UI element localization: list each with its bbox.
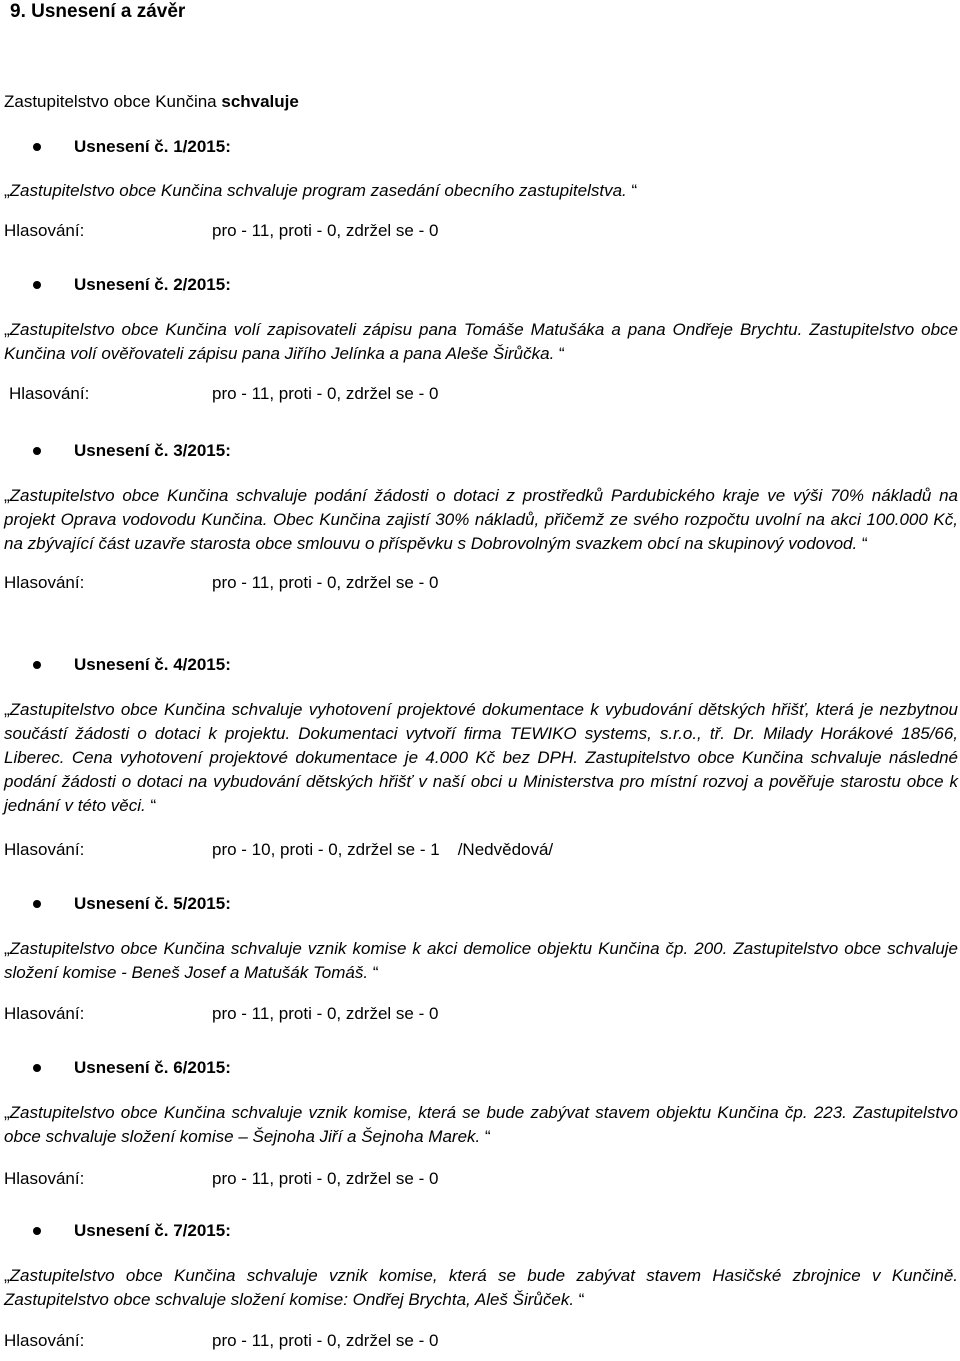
resolution-7 xyxy=(4,1219,958,1353)
bullet-icon xyxy=(33,1064,41,1072)
vote-line xyxy=(4,1002,958,1026)
resolution-title: Usnesení č. 3/2015: xyxy=(74,441,231,460)
vote-result xyxy=(212,1002,438,1026)
resolution-5 xyxy=(4,892,958,1026)
bullet-icon xyxy=(33,900,41,908)
vote-result xyxy=(212,838,553,862)
resolution-body: Zastupitelstvo obce Kunčina schvaluje program zasedání obecního zastupitelstva. xyxy=(9,181,627,200)
resolution-4 xyxy=(4,653,958,862)
close-quote: “ xyxy=(574,1290,585,1309)
vote-label: Hlasování: xyxy=(4,1169,85,1188)
resolution-text xyxy=(4,1101,958,1149)
open-quote: „ xyxy=(4,939,10,958)
resolution-1 xyxy=(4,135,958,243)
vote-note: /Nedvědová/ xyxy=(457,840,554,859)
resolution-title: Usnesení č. 4/2015: xyxy=(74,655,231,674)
open-quote: „ xyxy=(4,700,10,719)
bullet-icon xyxy=(33,281,41,289)
resolution-text xyxy=(4,1264,958,1312)
resolution-title: Usnesení č. 5/2015: xyxy=(74,894,231,913)
vote-line xyxy=(4,838,958,862)
intro-line xyxy=(4,90,299,114)
vote-label: Hlasování: xyxy=(9,384,90,403)
vote-counts: pro - 11, proti - 0, zdržel se - 0 xyxy=(212,1169,439,1188)
vote-counts: pro - 11, proti - 0, zdržel se - 0 xyxy=(212,1331,439,1350)
open-quote: „ xyxy=(4,1266,10,1285)
resolution-text xyxy=(4,937,958,985)
resolution-title: Usnesení č. 7/2015: xyxy=(74,1221,231,1240)
vote-counts: pro - 11, proti - 0, zdržel se - 0 xyxy=(212,1004,439,1023)
vote-line xyxy=(4,1167,958,1191)
vote-result xyxy=(212,219,438,243)
resolution-title: Usnesení č. 1/2015: xyxy=(74,137,231,156)
close-quote: “ xyxy=(480,1127,491,1146)
vote-result xyxy=(212,1167,438,1191)
close-quote: “ xyxy=(857,534,868,553)
bullet-icon xyxy=(33,143,41,151)
resolution-body: Zastupitelstvo obce Kunčina schvaluje podání žádosti o dotaci z prostředků Pardubického kraje ve výši 70% nákladů na projekt Oprava vodovodu Kunčina. Obec Kunčina zajistí 30% nákladů, přičemž ze svého rozpočtu uvolní na akci 100.000 Kč, na zbývající část uzavře starosta obce smlouvu o příspěvku s Dobrovolným svazkem obcí na skupinový vodovod. xyxy=(4,486,958,553)
bullet-icon xyxy=(33,661,41,669)
resolution-body: Zastupitelstvo obce Kunčina schvaluje vyhotovení projektové dokumentace k vybudování dětských hřišť, která je nezbytnou součástí žádosti o dotaci k projektu. Dokumentaci vytvoří firma TEWIKO systems, s.r.o., tř. Dr. Milady Horákové 185/66, Liberec. Cena vyhotovení projektové dokumentace je 4.000 Kč bez DPH. Zastupitelstvo obce Kunčina schvaluje následné podání žádosti o dotaci na vybudování dětských hřišť v naší obci u Ministerstva pro místní rozvoj a pověřuje starostu obce k jednání v této věci. xyxy=(4,700,958,815)
vote-line xyxy=(4,1329,958,1353)
vote-counts: pro - 10, proti - 0, zdržel se - 1 xyxy=(212,840,440,859)
open-quote: „ xyxy=(4,486,10,505)
vote-line xyxy=(4,219,958,243)
bullet-icon xyxy=(33,1227,41,1235)
section-heading: 9. Usnesení a závěr xyxy=(10,1,186,22)
resolution-text xyxy=(4,484,958,556)
resolution-body: Zastupitelstvo obce Kunčina schvaluje vznik komise, která se bude zabývat stavem Hasičské zbrojnice v Kunčině. Zastupitelstvo obce schvaluje složení komise: Ondřej Brychta, Aleš Širůček. xyxy=(4,1266,958,1309)
bullet-icon xyxy=(33,447,41,455)
intro-text: Zastupitelstvo obce Kunčina xyxy=(4,92,222,111)
open-quote: „ xyxy=(4,1103,10,1122)
vote-label: Hlasování: xyxy=(4,221,85,240)
vote-result xyxy=(212,382,438,406)
close-quote: “ xyxy=(626,181,638,200)
resolution-text xyxy=(4,318,958,366)
close-quote: “ xyxy=(554,344,565,363)
resolution-text xyxy=(4,698,958,818)
resolution-6 xyxy=(4,1056,958,1191)
vote-label: Hlasování: xyxy=(4,573,85,592)
resolution-title: Usnesení č. 6/2015: xyxy=(74,1058,231,1077)
close-quote: “ xyxy=(145,796,157,815)
vote-counts: pro - 11, proti - 0, zdržel se - 0 xyxy=(212,384,439,403)
vote-result xyxy=(212,571,438,595)
vote-line xyxy=(4,382,958,406)
open-quote: „ xyxy=(4,181,10,200)
close-quote: “ xyxy=(368,963,379,982)
resolution-title: Usnesení č. 2/2015: xyxy=(74,275,231,294)
vote-label: Hlasování: xyxy=(4,1004,85,1023)
vote-label: Hlasování: xyxy=(4,1331,85,1350)
resolution-2 xyxy=(4,273,958,406)
vote-counts: pro - 11, proti - 0, zdržel se - 0 xyxy=(212,573,439,592)
intro-verb: schvaluje xyxy=(221,92,299,111)
vote-line xyxy=(4,571,958,595)
resolution-body: Zastupitelstvo obce Kunčina schvaluje vznik komise k akci demolice objektu Kunčina čp. 200. Zastupitelstvo obce schvaluje složení komise - Beneš Josef a Matušák Tomáš. xyxy=(4,939,958,982)
vote-result xyxy=(212,1329,438,1353)
resolution-body: Zastupitelstvo obce Kunčina schvaluje vznik komise, která se bude zabývat stavem objektu Kunčina čp. 223. Zastupitelstvo obce schvaluje složení komise – Šejnoha Jiří a Šejnoha Marek. xyxy=(4,1103,958,1146)
resolution-body: Zastupitelstvo obce Kunčina volí zapisovateli zápisu pana Tomáše Matušáka a pana Ondřeje Brychtu. Zastupitelstvo obce Kunčina volí ověřovateli zápisu pana Jiřího Jelínka a pana Aleše Širůčka. xyxy=(4,320,958,363)
vote-counts: pro - 11, proti - 0, zdržel se - 0 xyxy=(212,221,439,240)
vote-label: Hlasování: xyxy=(4,840,85,859)
open-quote: „ xyxy=(4,320,10,339)
resolution-text xyxy=(4,179,958,203)
resolution-3 xyxy=(4,439,958,595)
